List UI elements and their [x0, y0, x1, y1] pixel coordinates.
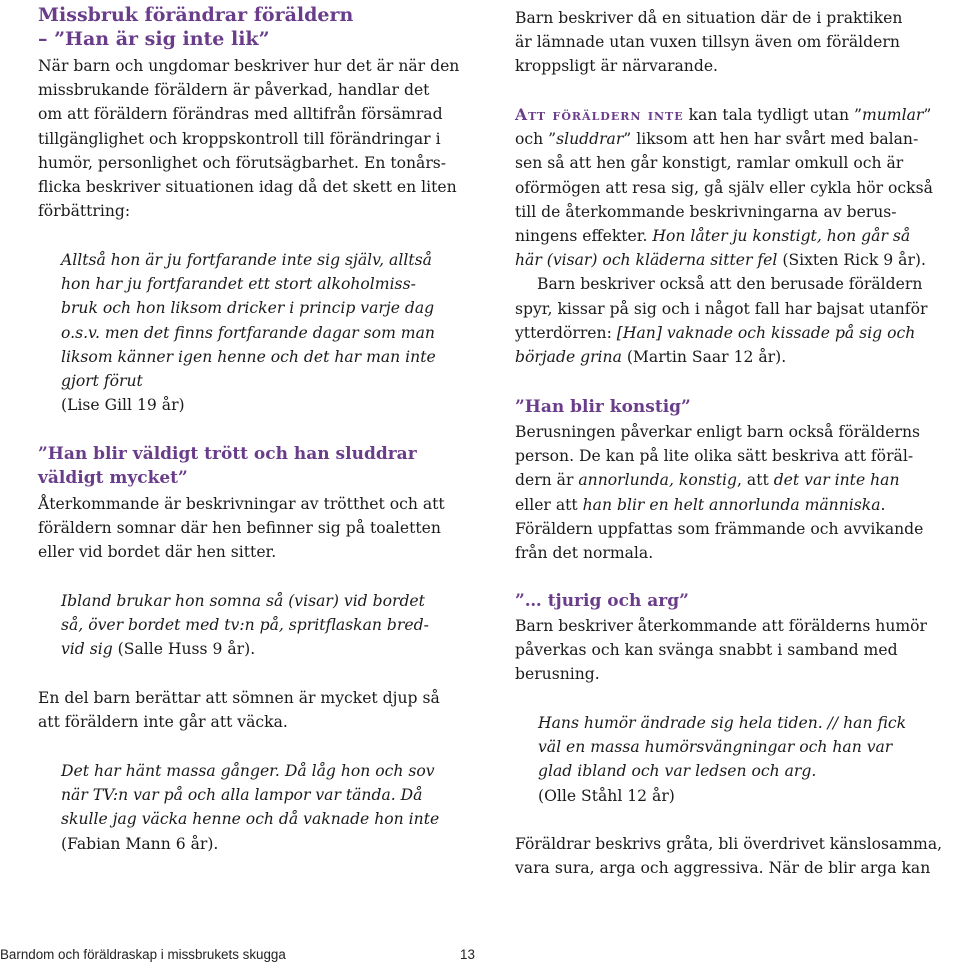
paragraph [515, 6, 902, 79]
quote-line: väl en massa humörsvängningar och han var [538, 738, 893, 757]
text-line: Berusningen påverkar enligt barn också förälderns [515, 423, 921, 441]
quote-line: glad ibland och var ledsen och arg. [538, 762, 817, 781]
text-line: till de återkommande beskrivningarna av berus- [515, 202, 897, 221]
quote-source: (Salle Huss 9 år). [112, 640, 256, 659]
text-line: sen så att hen går konstigt, ramlar omkull och är [515, 154, 904, 173]
block-quote [38, 589, 429, 662]
text-span: eller att [515, 495, 583, 514]
text-line: är lämnade utan vuxen tillsyn även om föräldern [515, 33, 900, 52]
emphasis: mumlar [861, 106, 924, 124]
paragraph [38, 492, 445, 565]
quote-source: (Fabian Mann 6 år). [61, 834, 219, 853]
paragraph [38, 686, 440, 734]
text-line: oförmögen att resa sig, gå själv eller cykla hör också [515, 178, 933, 197]
quote-line: liksom känner igen henne och det har man inte [61, 347, 436, 366]
text-line: förbättring: [38, 202, 131, 221]
footer-title: Barndom och föräldraskap i missbrukets skugga [0, 947, 286, 962]
text-span: ytterdörren: [515, 323, 617, 342]
quote-text: vid sig [61, 640, 113, 659]
text-span: ningens effekter. [515, 227, 653, 246]
paragraph [38, 54, 459, 223]
text-span: ” [923, 106, 932, 124]
section-heading: ”Han blir konstig” [515, 397, 691, 417]
text-line: påverkas och kan svänga snabbt i samband med [515, 641, 898, 660]
quote-line: Ibland brukar hon somna så (visar) vid bordet [61, 592, 425, 610]
text-line [515, 493, 923, 517]
text-line: spyr, kissar på sig och i något fall har bajsat utanför [515, 299, 928, 318]
text-span: kan tala tydligt utan ” [683, 106, 862, 124]
section-heading: ”… tjurig och arg” [515, 591, 689, 611]
text-line: Föräldern uppfattas som främmande och avvikande [515, 519, 924, 538]
emphasis: annorlunda, konstig [578, 471, 737, 490]
text-line: från det normala. [515, 544, 654, 563]
text-line: om att föräldern förändras med alltifrån försämrad [38, 105, 443, 124]
text-line [515, 468, 923, 492]
text-line: missbrukande föräldern är påverkad, handlar det [38, 81, 430, 100]
text-line [515, 224, 933, 248]
block-quote [38, 759, 439, 856]
emphasis: här (visar) och kläderna sitter fel [515, 251, 778, 270]
text-line: humör, personlighet och förutsägbarhet. En tonårs- [38, 153, 447, 172]
heading-line: ”Han blir väldigt trött och han sluddrar [38, 444, 417, 464]
quote-line: o.s.v. men det finns fortfarande dagar som man [61, 323, 435, 342]
emphasis: det var inte han [773, 471, 900, 490]
emphasis: sluddrar [556, 130, 624, 149]
heading-line: Missbruk förändrar föräldern [38, 4, 354, 26]
text-span: , att [737, 471, 774, 490]
quote-source: (Martin Saar 12 år). [621, 348, 787, 367]
text-line: En del barn berättar att sömnen är mycket djup så [38, 689, 440, 707]
text-span: dern är [515, 471, 579, 490]
quote-source: (Olle Ståhl 12 år) [538, 786, 675, 805]
text-line: vara sura, arga och aggressiva. När de blir arga kan [515, 859, 931, 878]
quote-line: Det har hänt massa gånger. Då låg hon och sov [61, 762, 435, 780]
text-line: Föräldrar beskrivs gråta, bli överdrivet känslosamma, [515, 835, 943, 853]
section-heading [38, 442, 417, 490]
text-span: ” liksom att hen har svårt med balan- [623, 130, 919, 149]
quote-source: (Sixten Rick 9 år). [777, 251, 926, 270]
quote-line: gjort förut [61, 372, 143, 391]
text-span: och ” [515, 130, 557, 149]
section-heading-main [38, 3, 353, 51]
quote-line: Alltså hon är ju fortfarande inte sig själv, alltså [61, 251, 432, 269]
quote-line: när TV:n var på och alla lampor var tända. Då [61, 786, 423, 805]
text-span: . [880, 495, 886, 514]
paragraph [515, 420, 923, 565]
text-line: flicka beskriver situationen idag då det skett en liten [38, 178, 457, 197]
heading-line: väldigt mycket” [38, 468, 188, 488]
quote-line: Hans humör ändrade sig hela tiden. // han fick [538, 714, 907, 732]
text-line: Återkommande är beskrivningar av trötthet och att [38, 495, 445, 513]
text-line: berusning. [515, 665, 600, 684]
page-number: 13 [460, 947, 475, 962]
paragraph [515, 103, 933, 369]
emphasis: började grina [515, 348, 622, 367]
text-line: kroppsligt är närvarande. [515, 57, 719, 76]
quote-source: (Lise Gill 19 år) [61, 396, 185, 415]
text-line: Barn beskriver då en situation där de i praktiken [515, 9, 903, 27]
text-line: Barn beskriver återkommande att förälderns humör [515, 617, 927, 635]
quote-line: så, över bordet med tv:n på, spritflaskan bred- [61, 616, 429, 635]
text-line: föräldern somnar där hen befinner sig på toaletten [38, 519, 441, 538]
emphasis: han blir en helt annorlunda människa [582, 495, 881, 514]
emphasis: Hon låter ju konstigt, hon går så [652, 227, 911, 246]
text-line: När barn och ungdomar beskriver hur det är när den [38, 57, 460, 75]
text-line [515, 321, 933, 345]
paragraph [515, 832, 942, 880]
text-line [515, 345, 933, 369]
quote-line: bruk och hon liksom dricker i princip varje dag [61, 299, 435, 318]
quote-line [61, 637, 429, 661]
heading-line: – ”Han är sig inte lik” [38, 28, 270, 50]
block-quote [515, 711, 906, 808]
quote-line: skulle jag väcka henne och då vaknade hon inte [61, 810, 440, 829]
text-line: Barn beskriver också att den berusade föräldern [537, 275, 923, 294]
text-line: att föräldern inte går att väcka. [38, 713, 288, 732]
paragraph [515, 614, 927, 687]
text-line: eller vid bordet där hen sitter. [38, 543, 277, 562]
block-quote [38, 248, 436, 417]
emphasis: [Han] vaknade och kissade på sig och [616, 323, 916, 342]
text-line [515, 103, 933, 127]
quote-line: hon har ju fortfarandet ett stort alkoholmiss- [61, 275, 416, 294]
lead-in-smallcaps: Att föräldern inte [515, 105, 684, 124]
text-line [515, 248, 933, 272]
text-line: tillgänglighet och kroppskontroll till förändringar i [38, 129, 441, 148]
text-line [515, 127, 933, 151]
text-line: person. De kan på lite olika sätt beskriva att föräl- [515, 447, 914, 466]
